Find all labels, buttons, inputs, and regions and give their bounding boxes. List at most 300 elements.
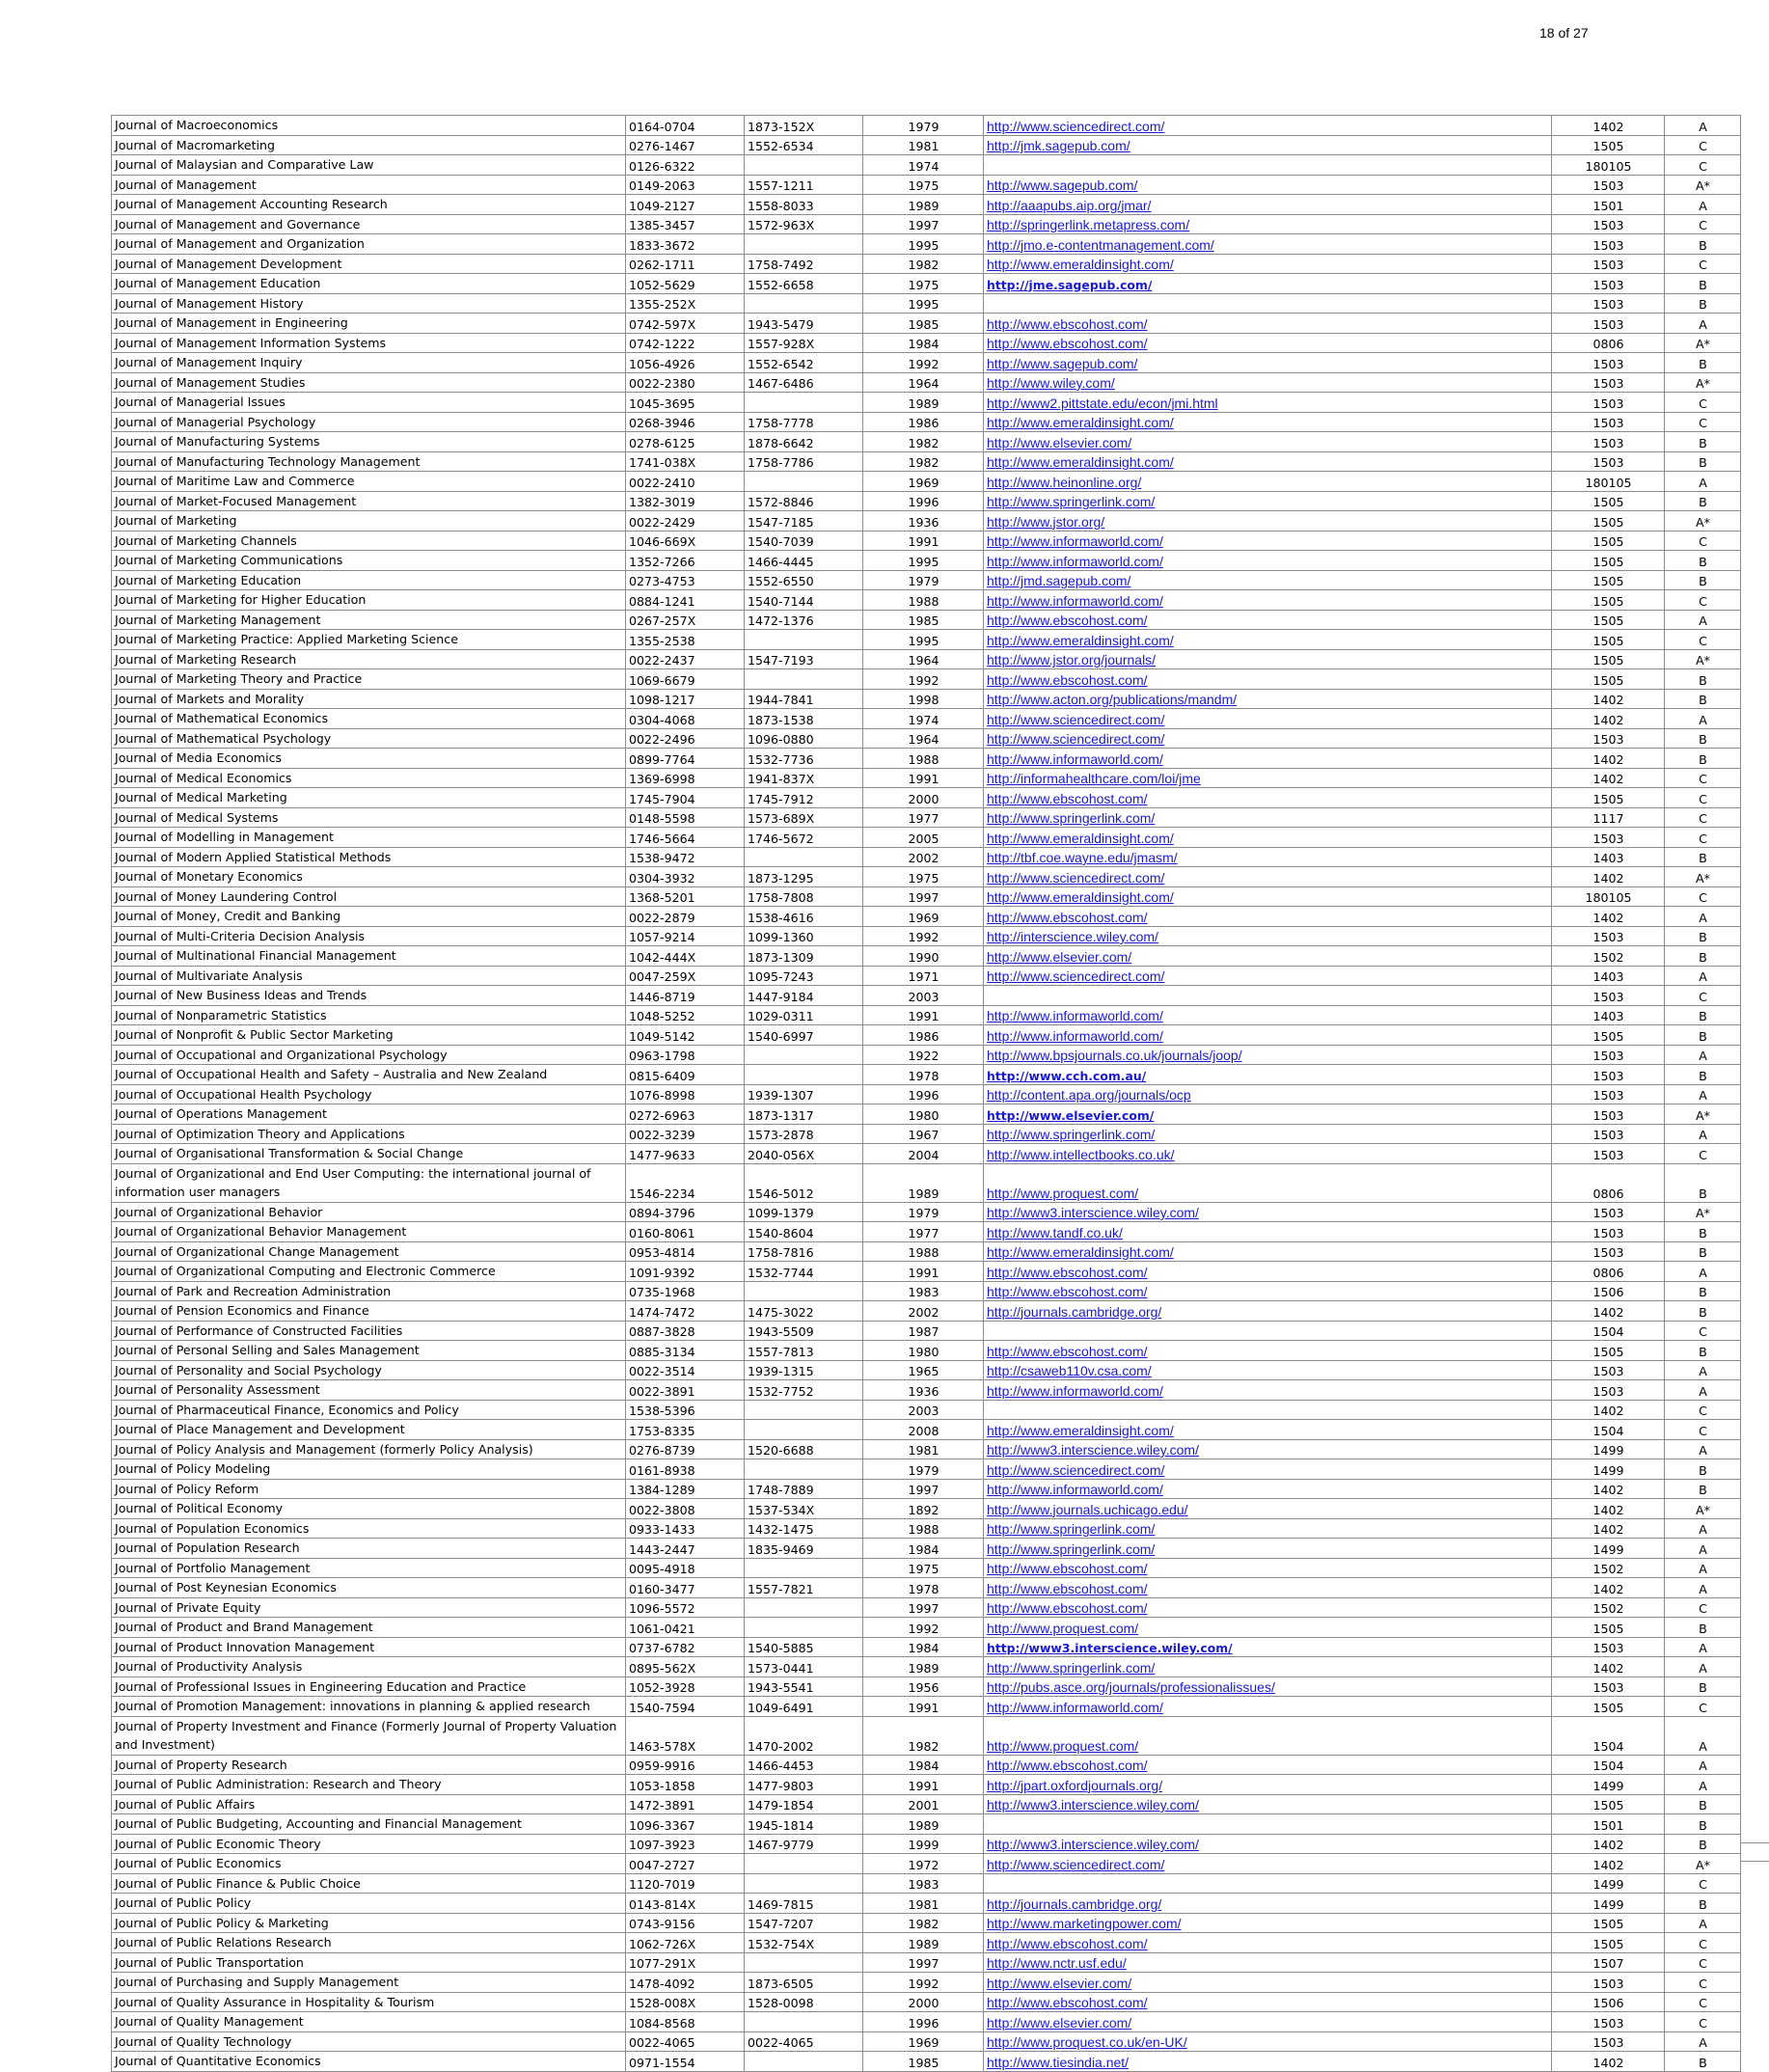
- table-row: [112, 1400, 1741, 1420]
- journal-title-cell: Journal of Multi-Criteria Decision Analysis: [112, 926, 626, 946]
- journal-title-cell: Journal of Medical Marketing: [112, 788, 626, 808]
- website-link[interactable]: http://www.jstor.org/journals/: [987, 652, 1157, 668]
- issn-print-cell: 0164-0704: [626, 116, 745, 136]
- website-link[interactable]: http://www.informaworld.com/: [987, 1027, 1163, 1044]
- website-link[interactable]: http://tbf.coe.wayne.edu/jmasm/: [987, 850, 1178, 865]
- website-link[interactable]: http://www.sciencedirect.com/: [987, 869, 1165, 886]
- for-code-cell: 1403: [1552, 1005, 1665, 1025]
- website-link[interactable]: http://www.journals.uchicago.edu/: [987, 1501, 1188, 1517]
- website-link[interactable]: http://www.tandf.co.uk/: [987, 1224, 1123, 1240]
- for-code-cell: 1402: [1552, 1499, 1665, 1519]
- website-link-cell: [984, 649, 1552, 669]
- website-link[interactable]: http://www.elsevier.com/: [987, 434, 1132, 450]
- table-row: [112, 2012, 1741, 2032]
- rank-cell: B: [1665, 1025, 1741, 1046]
- journal-title-cell: Journal of Optimization Theory and Applications: [112, 1124, 626, 1144]
- website-link[interactable]: http://www.springerlink.com/: [987, 1540, 1156, 1557]
- start-year-cell: 1981: [863, 135, 984, 155]
- for-code-cell: 1503: [1552, 2012, 1665, 2032]
- start-year-cell: 1975: [863, 1558, 984, 1578]
- table-row: [112, 1065, 1741, 1085]
- issn-online-cell: [745, 1597, 863, 1618]
- journal-title-cell: Journal of Population Research: [112, 1539, 626, 1559]
- issn-print-cell: 1538-9472: [626, 847, 745, 867]
- for-code-cell: 1402: [1552, 2052, 1665, 2072]
- issn-print-cell: 0742-597X: [626, 314, 745, 334]
- website-link[interactable]: http://www.springerlink.com/: [987, 1127, 1156, 1142]
- issn-print-cell: 0161-8938: [626, 1459, 745, 1480]
- table-row: [112, 1163, 1741, 1202]
- website-link[interactable]: http://www.emeraldinsight.com/: [987, 889, 1174, 905]
- journal-title-cell: Journal of Market-Focused Management: [112, 491, 626, 511]
- journal-title-cell: Journal of Money, Credit and Banking: [112, 907, 626, 927]
- website-link[interactable]: http://www.springerlink.com/: [987, 1659, 1156, 1676]
- website-link[interactable]: http://www.ebscohost.com/: [987, 1580, 1148, 1596]
- website-link[interactable]: http://www.ebscohost.com/: [987, 1343, 1148, 1359]
- table-row: [112, 353, 1741, 373]
- table-row: [112, 1973, 1741, 1993]
- issn-online-cell: 1943-5541: [745, 1677, 863, 1697]
- table-row: [112, 847, 1741, 867]
- start-year-cell: 1984: [863, 1539, 984, 1559]
- website-link[interactable]: http://www.ebscohost.com/: [987, 1284, 1148, 1299]
- issn-online-cell: 1873-1309: [745, 946, 863, 967]
- start-year-cell: 1978: [863, 1578, 984, 1598]
- website-link[interactable]: http://aaapubs.aip.org/jmar/: [987, 197, 1152, 213]
- website-link[interactable]: http://www.emeraldinsight.com/: [987, 830, 1174, 846]
- website-link[interactable]: http://www.informaworld.com/: [987, 1008, 1163, 1023]
- issn-online-cell: 1745-7912: [745, 788, 863, 808]
- issn-online-cell: 1552-6550: [745, 570, 863, 590]
- for-code-cell: 1502: [1552, 1597, 1665, 1618]
- table-row: [112, 689, 1741, 709]
- website-link[interactable]: http://csaweb110v.csa.com/: [987, 1363, 1152, 1378]
- issn-print-cell: 0022-2496: [626, 728, 745, 749]
- website-link[interactable]: http://www3.interscience.wiley.com/: [987, 1205, 1199, 1220]
- journal-title-cell: Journal of Product and Brand Management: [112, 1618, 626, 1638]
- website-link[interactable]: http://jmk.sagepub.com/: [987, 138, 1130, 153]
- for-code-cell: 1499: [1552, 1459, 1665, 1480]
- website-link-cell: [984, 353, 1552, 373]
- issn-online-cell: 1552-6658: [745, 274, 863, 294]
- for-code-cell: 1505: [1552, 788, 1665, 808]
- website-link-cell: [984, 1459, 1552, 1480]
- for-code-cell: 1503: [1552, 1973, 1665, 1993]
- for-code-cell: 1502: [1552, 1558, 1665, 1578]
- website-link[interactable]: http://www.informaworld.com/: [987, 750, 1163, 767]
- website-link[interactable]: http://www.informaworld.com/: [987, 1382, 1163, 1399]
- website-link[interactable]: http://www.sagepub.com/: [987, 177, 1138, 193]
- rank-cell: C: [1665, 135, 1741, 155]
- website-link-cell: [984, 1420, 1552, 1440]
- website-link[interactable]: http://www.ebscohost.com/: [987, 336, 1148, 351]
- table-row: [112, 907, 1741, 927]
- website-link[interactable]: http://www.informaworld.com/: [987, 592, 1163, 609]
- website-link-cell: [984, 1558, 1552, 1578]
- table-row: [112, 333, 1741, 353]
- website-link-cell: [984, 1144, 1552, 1164]
- website-link-cell: [984, 886, 1552, 907]
- issn-print-cell: 1352-7266: [626, 551, 745, 571]
- issn-online-cell: [745, 1459, 863, 1480]
- issn-online-cell: 1477-9803: [745, 1775, 863, 1795]
- issn-online-cell: 1532-754X: [745, 1933, 863, 1953]
- website-link[interactable]: http://www.ebscohost.com/: [987, 671, 1148, 688]
- journal-title-cell: Journal of Medical Economics: [112, 768, 626, 788]
- issn-print-cell: 0022-4065: [626, 2031, 745, 2052]
- website-link[interactable]: http://www.proquest.com/: [987, 1185, 1139, 1201]
- website-link-cell: [984, 1479, 1552, 1499]
- rank-cell: C: [1665, 768, 1741, 788]
- rank-cell: B: [1665, 551, 1741, 571]
- website-link-cell: [984, 1755, 1552, 1775]
- start-year-cell: 1992: [863, 1618, 984, 1638]
- website-link[interactable]: http://springerlink.metapress.com/: [987, 217, 1190, 232]
- website-link[interactable]: http://www3.interscience.wiley.com/: [987, 1641, 1233, 1655]
- journal-title-cell: Journal of Park and Recreation Administration: [112, 1281, 626, 1301]
- table-row: [112, 1479, 1741, 1499]
- rank-cell: B: [1665, 1618, 1741, 1638]
- table-row: [112, 886, 1741, 907]
- issn-online-cell: 1472-1376: [745, 610, 863, 630]
- website-link-cell: [984, 1439, 1552, 1459]
- website-link-cell: [984, 1618, 1552, 1638]
- website-link[interactable]: http://www.bpsjournals.co.uk/journals/joop/: [987, 1048, 1242, 1063]
- website-link[interactable]: http://www.intellectbooks.co.uk/: [987, 1146, 1175, 1162]
- start-year-cell: 1978: [863, 1065, 984, 1085]
- issn-online-cell: 1540-8604: [745, 1222, 863, 1242]
- website-link[interactable]: http://www.sciencedirect.com/: [987, 1856, 1165, 1872]
- issn-print-cell: 1096-5572: [626, 1597, 745, 1618]
- issn-print-cell: 1046-669X: [626, 531, 745, 551]
- issn-online-cell: 1466-4453: [745, 1755, 863, 1775]
- issn-print-cell: 0273-4753: [626, 570, 745, 590]
- table-row: [112, 1518, 1741, 1539]
- website-link-cell: [984, 1084, 1552, 1104]
- issn-print-cell: 1746-5664: [626, 828, 745, 848]
- table-row: [112, 293, 1741, 314]
- rank-cell: A: [1665, 195, 1741, 215]
- issn-online-cell: 1540-7039: [745, 531, 863, 551]
- rank-cell: C: [1665, 630, 1741, 650]
- rank-cell: C: [1665, 828, 1741, 848]
- start-year-cell: 1995: [863, 234, 984, 255]
- website-link[interactable]: http://www.emeraldinsight.com/: [987, 454, 1174, 470]
- start-year-cell: 1974: [863, 155, 984, 176]
- start-year-cell: 1964: [863, 649, 984, 669]
- website-link[interactable]: http://www.heinonline.org/: [987, 474, 1142, 490]
- journal-title-cell: Journal of Public Administration: Research and Theory: [112, 1775, 626, 1795]
- journal-title-cell: Journal of Management and Governance: [112, 214, 626, 234]
- website-link[interactable]: http://www.springerlink.com/: [987, 1521, 1156, 1537]
- for-code-cell: 1505: [1552, 135, 1665, 155]
- issn-print-cell: 1097-3923: [626, 1834, 745, 1854]
- issn-online-cell: 1469-7815: [745, 1894, 863, 1914]
- start-year-cell: 1992: [863, 669, 984, 690]
- issn-print-cell: 1056-4926: [626, 353, 745, 373]
- for-code-cell: 1505: [1552, 1025, 1665, 1046]
- issn-online-cell: [745, 1281, 863, 1301]
- start-year-cell: 1997: [863, 214, 984, 234]
- start-year-cell: 1922: [863, 1045, 984, 1065]
- website-link[interactable]: http://journals.cambridge.org/: [987, 1895, 1162, 1912]
- rank-cell: A: [1665, 2031, 1741, 2052]
- journal-title-cell: Journal of Nonprofit & Public Sector Marketing: [112, 1025, 626, 1046]
- issn-print-cell: 0276-1467: [626, 135, 745, 155]
- website-link[interactable]: http://www.wiley.com/: [987, 375, 1115, 391]
- for-code-cell: 1503: [1552, 175, 1665, 195]
- website-link[interactable]: http://interscience.wiley.com/: [987, 929, 1158, 944]
- website-link[interactable]: http://www.sciencedirect.com/: [987, 711, 1165, 727]
- website-link[interactable]: http://www.ebscohost.com/: [987, 613, 1148, 628]
- website-link[interactable]: http://pubs.asce.org/journals/professionalissues/: [987, 1679, 1275, 1695]
- table-row: [112, 491, 1741, 511]
- website-link-cell: [984, 234, 1552, 255]
- rank-cell: C: [1665, 1952, 1741, 1973]
- start-year-cell: 1967: [863, 1124, 984, 1144]
- table-row: [112, 926, 1741, 946]
- start-year-cell: 2003: [863, 1400, 984, 1420]
- issn-print-cell: 1077-291X: [626, 1952, 745, 1973]
- website-link-cell: [984, 1045, 1552, 1065]
- for-code-cell: 1505: [1552, 1933, 1665, 1953]
- website-link-cell: [984, 1933, 1552, 1953]
- start-year-cell: 1892: [863, 1499, 984, 1519]
- table-row: [112, 1657, 1741, 1677]
- table-row: [112, 828, 1741, 848]
- rank-cell: C: [1665, 590, 1741, 611]
- website-link-cell: [984, 1104, 1552, 1125]
- issn-print-cell: 1474-7472: [626, 1301, 745, 1322]
- issn-print-cell: 1382-3019: [626, 491, 745, 511]
- website-link-cell: [984, 807, 1552, 828]
- rank-cell: A: [1665, 1578, 1741, 1598]
- rank-cell: A: [1665, 1518, 1741, 1539]
- table-row: [112, 393, 1741, 413]
- journal-title-cell: Journal of Multinational Financial Management: [112, 946, 626, 967]
- for-code-cell: 1503: [1552, 254, 1665, 274]
- website-link[interactable]: http://jme.sagepub.com/: [987, 277, 1153, 292]
- website-link[interactable]: http://www.tiesindia.net/: [987, 2054, 1129, 2070]
- website-link[interactable]: http://www.ebscohost.com/: [987, 315, 1148, 332]
- issn-print-cell: 0160-3477: [626, 1578, 745, 1598]
- for-code-cell: 1503: [1552, 728, 1665, 749]
- table-row: [112, 966, 1741, 986]
- for-code-cell: 1499: [1552, 1539, 1665, 1559]
- start-year-cell: 1975: [863, 274, 984, 294]
- rank-cell: C: [1665, 807, 1741, 828]
- issn-online-cell: 1573-2878: [745, 1124, 863, 1144]
- website-link[interactable]: http://www.ebscohost.com/: [987, 1995, 1148, 2010]
- website-link-cell: [984, 314, 1552, 334]
- issn-online-cell: 1532-7752: [745, 1380, 863, 1401]
- issn-online-cell: [745, 1045, 863, 1065]
- website-link[interactable]: http://www.ebscohost.com/: [987, 1600, 1148, 1616]
- website-link-cell: [984, 1400, 1552, 1420]
- website-link[interactable]: http://www.proquest.com/: [987, 1620, 1139, 1636]
- website-link[interactable]: http://www.emeraldinsight.com/: [987, 257, 1174, 272]
- issn-print-cell: 1076-8998: [626, 1084, 745, 1104]
- journal-title-cell: Journal of Management: [112, 175, 626, 195]
- journal-title-cell: Journal of Public Policy: [112, 1894, 626, 1914]
- website-link[interactable]: http://jmo.e-contentmanagement.com/: [987, 236, 1214, 253]
- website-link[interactable]: http://www.nctr.usf.edu/: [987, 1955, 1127, 1971]
- for-code-cell: 1503: [1552, 314, 1665, 334]
- website-link[interactable]: http://www.emeraldinsight.com/: [987, 415, 1174, 430]
- table-row: [112, 1775, 1741, 1795]
- journal-title-cell: Journal of Public Relations Research: [112, 1933, 626, 1953]
- website-link[interactable]: http://content.apa.org/journals/ocp: [987, 1087, 1191, 1103]
- start-year-cell: 1969: [863, 472, 984, 492]
- website-link[interactable]: http://www.ebscohost.com/: [987, 909, 1148, 925]
- issn-online-cell: [745, 1854, 863, 1874]
- website-link[interactable]: http://www.informaworld.com/: [987, 1482, 1163, 1497]
- issn-online-cell: 1547-7193: [745, 649, 863, 669]
- rank-cell: A*: [1665, 649, 1741, 669]
- website-link[interactable]: http://www3.interscience.wiley.com/: [987, 1442, 1199, 1458]
- for-code-cell: 1503: [1552, 234, 1665, 255]
- for-code-cell: 1402: [1552, 1518, 1665, 1539]
- website-link[interactable]: http://www.springerlink.com/: [987, 494, 1156, 509]
- website-link[interactable]: http://www.ebscohost.com/: [987, 1758, 1148, 1773]
- website-link[interactable]: http://www.elsevier.com/: [987, 2014, 1132, 2031]
- website-link-cell: [984, 907, 1552, 927]
- journal-title-cell: Journal of Marketing Practice: Applied Marketing Science: [112, 630, 626, 650]
- start-year-cell: 1991: [863, 768, 984, 788]
- for-code-cell: 1402: [1552, 907, 1665, 927]
- start-year-cell: 1988: [863, 749, 984, 769]
- website-link[interactable]: http://www.acton.org/publications/mandm/: [987, 692, 1238, 707]
- rank-cell: B: [1665, 1834, 1741, 1854]
- website-link[interactable]: http://www.emeraldinsight.com/: [987, 632, 1174, 648]
- journal-rows: [112, 116, 1741, 2072]
- table-row: [112, 1459, 1741, 1480]
- website-link-cell: [984, 432, 1552, 452]
- website-link-cell: [984, 1163, 1552, 1202]
- website-link-cell: [984, 116, 1552, 136]
- issn-print-cell: 1062-726X: [626, 1933, 745, 1953]
- website-link[interactable]: http://www.sciencedirect.com/: [987, 731, 1165, 747]
- journal-title-cell: Journal of Organisational Transformation & Social Change: [112, 1144, 626, 1164]
- website-link[interactable]: http://www.ebscohost.com/: [987, 1935, 1148, 1951]
- website-link[interactable]: http://www.informaworld.com/: [987, 553, 1163, 569]
- issn-online-cell: 1540-5885: [745, 1637, 863, 1657]
- table-row: [112, 1834, 1741, 1854]
- website-link[interactable]: http://www.cch.com.au/: [987, 1068, 1147, 1083]
- journal-title-cell: Journal of Mathematical Psychology: [112, 728, 626, 749]
- website-link[interactable]: http://www.elsevier.com/: [987, 1107, 1155, 1123]
- rank-cell: A: [1665, 1360, 1741, 1380]
- journal-title-cell: Journal of Marketing Channels: [112, 531, 626, 551]
- table-row: [112, 155, 1741, 176]
- website-link[interactable]: http://www.sciencedirect.com/: [987, 118, 1165, 134]
- journal-title-cell: Journal of Mathematical Economics: [112, 709, 626, 729]
- website-link-cell: [984, 590, 1552, 611]
- journal-title-cell: Journal of Management Inquiry: [112, 353, 626, 373]
- journal-title-cell: Journal of Management History: [112, 293, 626, 314]
- journal-title-cell: Journal of Public Economics: [112, 1854, 626, 1874]
- start-year-cell: 1936: [863, 1380, 984, 1401]
- for-code-cell: 1403: [1552, 847, 1665, 867]
- website-link[interactable]: http://www3.interscience.wiley.com/: [987, 1797, 1199, 1813]
- start-year-cell: 1936: [863, 511, 984, 532]
- issn-print-cell: 0963-1798: [626, 1045, 745, 1065]
- table-row: [112, 1124, 1741, 1144]
- website-link[interactable]: http://informahealthcare.com/loi/jme: [987, 771, 1201, 786]
- rank-cell: B: [1665, 353, 1741, 373]
- rank-cell: A: [1665, 116, 1741, 136]
- website-link[interactable]: http://www.ebscohost.com/: [987, 1561, 1148, 1576]
- website-link[interactable]: http://www2.pittstate.edu/econ/jmi.html: [987, 395, 1218, 411]
- issn-print-cell: 1463-578X: [626, 1716, 745, 1755]
- rank-cell: C: [1665, 531, 1741, 551]
- website-link-cell: [984, 749, 1552, 769]
- table-row: [112, 1618, 1741, 1638]
- start-year-cell: 1979: [863, 116, 984, 136]
- website-link[interactable]: http://www.springerlink.com/: [987, 810, 1156, 826]
- issn-online-cell: 0022-4065: [745, 2031, 863, 2052]
- website-link[interactable]: http://www.jstor.org/: [987, 513, 1105, 530]
- issn-print-cell: 1091-9392: [626, 1262, 745, 1282]
- rank-cell: B: [1665, 1794, 1741, 1814]
- table-row: [112, 1499, 1741, 1519]
- table-row: [112, 412, 1741, 432]
- website-link[interactable]: http://journals.cambridge.org/: [987, 1303, 1162, 1320]
- website-link[interactable]: http://www.sagepub.com/: [987, 355, 1138, 371]
- rank-cell: B: [1665, 1163, 1741, 1202]
- start-year-cell: 2003: [863, 986, 984, 1006]
- start-year-cell: 1997: [863, 1597, 984, 1618]
- website-link-cell: [984, 293, 1552, 314]
- issn-online-cell: [745, 1400, 863, 1420]
- website-link-cell: [984, 709, 1552, 729]
- start-year-cell: 1964: [863, 372, 984, 393]
- website-link[interactable]: http://www.marketingpower.com/: [987, 1916, 1182, 1931]
- issn-online-cell: 1873-1538: [745, 709, 863, 729]
- website-link[interactable]: http://www.informaworld.com/: [987, 533, 1163, 549]
- website-link[interactable]: http://www.elsevier.com/: [987, 1975, 1132, 1991]
- website-link-cell: [984, 491, 1552, 511]
- rank-cell: B: [1665, 1281, 1741, 1301]
- website-link[interactable]: http://www.sciencedirect.com/: [987, 968, 1165, 984]
- website-link[interactable]: http://www.sciencedirect.com/: [987, 1461, 1165, 1478]
- website-link[interactable]: http://www.proquest.com/: [987, 1737, 1139, 1754]
- journal-title-cell: Journal of Organizational Change Management: [112, 1241, 626, 1262]
- website-link-cell: [984, 1360, 1552, 1380]
- website-link[interactable]: http://jpart.oxfordjournals.org/: [987, 1777, 1163, 1793]
- journal-title-cell: Journal of Public Economic Theory: [112, 1834, 626, 1854]
- website-link[interactable]: http://www3.interscience.wiley.com/: [987, 1837, 1199, 1852]
- website-link[interactable]: http://jmd.sagepub.com/: [987, 573, 1131, 588]
- website-link[interactable]: http://www.ebscohost.com/: [987, 1264, 1148, 1280]
- website-link[interactable]: http://www.elsevier.com/: [987, 948, 1132, 965]
- journal-title-cell: Journal of Marketing: [112, 511, 626, 532]
- website-link[interactable]: http://www.proquest.co.uk/en-UK/: [987, 2034, 1187, 2050]
- website-link[interactable]: http://www.emeraldinsight.com/: [987, 1422, 1174, 1438]
- website-link[interactable]: http://www.informaworld.com/: [987, 1699, 1163, 1715]
- rank-cell: B: [1665, 749, 1741, 769]
- issn-print-cell: 0278-6125: [626, 432, 745, 452]
- for-code-cell: 1503: [1552, 412, 1665, 432]
- website-link[interactable]: http://www.ebscohost.com/: [987, 790, 1148, 806]
- issn-online-cell: 1532-7736: [745, 749, 863, 769]
- website-link[interactable]: http://www.emeraldinsight.com/: [987, 1244, 1174, 1260]
- for-code-cell: 1505: [1552, 491, 1665, 511]
- website-link-cell: [984, 254, 1552, 274]
- start-year-cell: 2000: [863, 1992, 984, 2012]
- journal-title-cell: Journal of Pension Economics and Finance: [112, 1301, 626, 1322]
- issn-print-cell: 1540-7594: [626, 1697, 745, 1717]
